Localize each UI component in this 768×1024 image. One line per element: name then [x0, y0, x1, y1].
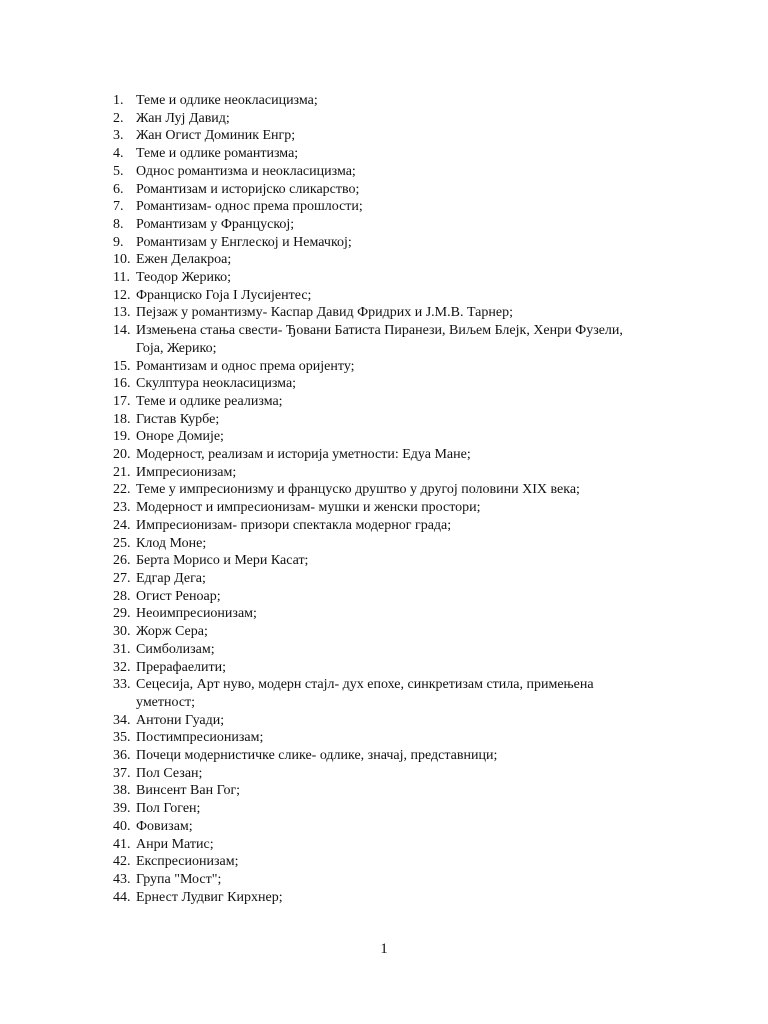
- list-item-number: 22.: [113, 482, 131, 498]
- list-item-number: 37.: [113, 765, 131, 781]
- list-item: [113, 605, 653, 623]
- list-item-number: 1.: [113, 93, 124, 108]
- list-item-number: 13.: [113, 305, 131, 321]
- list-item: [113, 800, 653, 818]
- list-item-text: Постимпресионизам;: [136, 730, 264, 746]
- list-item: [113, 871, 653, 889]
- list-item: [113, 818, 653, 836]
- list-item-text: Фовизам;: [136, 818, 193, 834]
- list-item-text: Жорж Сера;: [136, 624, 208, 640]
- list-item-number: 12.: [113, 287, 131, 303]
- list-item: [113, 889, 653, 907]
- list-item: [113, 552, 653, 570]
- list-item: [113, 375, 653, 393]
- list-item: [113, 428, 653, 446]
- list-item: [113, 782, 653, 800]
- list-item-text: Франциско Гоја I Лусијентес;: [136, 287, 312, 303]
- list-item-number: 23.: [113, 500, 131, 516]
- page-number: 1: [380, 941, 388, 957]
- list-item-number: 36.: [113, 748, 131, 764]
- list-item-text: Теме и одлике реализма;: [136, 393, 283, 409]
- list-item-number: 43.: [113, 871, 131, 887]
- list-item-text: Оноре Домије;: [136, 429, 224, 445]
- list-item-number: 30.: [113, 624, 131, 640]
- list-item: [113, 393, 653, 411]
- list-item: [113, 92, 653, 110]
- list-item: [113, 181, 653, 199]
- list-item-text: Ежен Делакроа;: [136, 252, 232, 268]
- list-item-text: Скулптура неокласицизма;: [136, 376, 297, 392]
- list-item-text: Клод Моне;: [136, 535, 207, 551]
- list-item-number: 44.: [113, 889, 131, 905]
- list-item-text: Пол Гоген;: [136, 801, 201, 817]
- list-item-number: 3.: [113, 128, 124, 144]
- list-item-text: Теодор Жерико;: [136, 270, 231, 286]
- list-item: [113, 588, 653, 606]
- list-item-text: Антони Гуади;: [136, 712, 225, 728]
- list-item: [113, 535, 653, 553]
- list-item-number: 11.: [113, 270, 130, 286]
- list-item-text: Жан Луј Давид;: [136, 110, 230, 126]
- list-item-number: 32.: [113, 659, 131, 675]
- list-item-number: 17.: [113, 393, 131, 409]
- list-item-text: Теме и одлике романтизма;: [136, 146, 299, 162]
- list-item-text: Импресионизам;: [136, 464, 237, 480]
- list-item-number: 20.: [113, 447, 131, 463]
- list-item-text: Модерност, реализам и историја уметности: Едуа Мане;: [136, 447, 471, 463]
- list-item-number: 34.: [113, 712, 131, 728]
- list-item-number: 8.: [113, 216, 124, 232]
- list-item-text: Измењена стања свести- Ђовани Батиста Пиранези, Виљем Блејк, Хенри Фузели, Гоја, Жерико;: [136, 323, 623, 356]
- list-item-number: 41.: [113, 836, 131, 852]
- list-item-text: Прерафаелити;: [136, 659, 227, 675]
- list-item-text: Неоимпресионизам;: [136, 606, 257, 622]
- list-item-number: 10.: [113, 252, 131, 268]
- list-item: [113, 853, 653, 871]
- list-item: [113, 659, 653, 677]
- list-item: [113, 464, 653, 482]
- list-item-text: Романтизам и однос према оријенту;: [136, 358, 355, 374]
- list-item: [113, 499, 653, 517]
- list-item-number: 29.: [113, 606, 131, 622]
- list-item-number: 16.: [113, 376, 131, 392]
- list-item-number: 4.: [113, 146, 124, 162]
- list-item: [113, 234, 653, 252]
- list-item-text: Група "Мост";: [136, 871, 222, 887]
- list-item: [113, 304, 653, 322]
- list-item: [113, 712, 653, 730]
- list-item: [113, 729, 653, 747]
- list-item-text: Модерност и импресионизам- мушки и женски простори;: [136, 500, 481, 516]
- list-item-number: 18.: [113, 411, 131, 427]
- list-item: [113, 163, 653, 181]
- list-item: [113, 836, 653, 854]
- list-item-number: 39.: [113, 801, 131, 817]
- list-item-number: 40.: [113, 818, 131, 834]
- list-item-text: Пол Сезан;: [136, 765, 203, 781]
- list-item-number: 14.: [113, 323, 131, 339]
- list-item-text: Однос романтизма и неокласицизма;: [136, 163, 356, 179]
- list-item: [113, 481, 653, 499]
- list-item-number: 15.: [113, 358, 131, 374]
- list-item-text: Теме и одлике неокласицизма;: [136, 93, 318, 108]
- list-item: [113, 198, 653, 216]
- list-item-number: 26.: [113, 553, 131, 569]
- list-item: [113, 358, 653, 376]
- list-item: [113, 747, 653, 765]
- list-item-number: 38.: [113, 783, 131, 799]
- list-item-text: Винсент Ван Гог;: [136, 783, 241, 799]
- list-item-text: Сецесија, Арт нуво, модерн стајл- дух епохе, синкретизам стила, примењена уметност;: [136, 677, 594, 710]
- list-item-number: 21.: [113, 464, 131, 480]
- list-item-number: 19.: [113, 429, 131, 445]
- list-item-text: Пејзаж у романтизму- Каспар Давид Фридрих и J.M.В. Тарнер;: [136, 305, 513, 321]
- list-item-text: Експресионизам;: [136, 854, 239, 870]
- list-item-text: Теме у импресионизму и француско друштво у другој половини XIX века;: [136, 482, 580, 498]
- list-item: [113, 623, 653, 641]
- list-item: [113, 110, 653, 128]
- list-item: [113, 570, 653, 588]
- list-item-number: 9.: [113, 234, 124, 250]
- list-item: [113, 446, 653, 464]
- list-item-text: Берта Морисо и Мери Касат;: [136, 553, 309, 569]
- list-item-number: 25.: [113, 535, 131, 551]
- list-item-number: 27.: [113, 570, 131, 586]
- list-item-text: Огист Реноар;: [136, 588, 221, 604]
- list-item: [113, 251, 653, 269]
- list-item: [113, 127, 653, 145]
- list-item: [113, 216, 653, 234]
- list-item-number: 24.: [113, 517, 131, 533]
- list-item-text: Романтизам- однос према прошлости;: [136, 199, 363, 215]
- list-item: [113, 322, 653, 357]
- list-item-text: Гистав Курбе;: [136, 411, 220, 427]
- list-item-number: 7.: [113, 199, 124, 215]
- list-item-text: Жан Огист Доминик Енгр;: [136, 128, 296, 144]
- list-item-number: 42.: [113, 854, 131, 870]
- list-item-text: Романтизам и историјско сликарство;: [136, 181, 360, 197]
- list-item: [113, 765, 653, 783]
- list-item: [113, 269, 653, 287]
- list-item-text: Ернест Лудвиг Кирхнер;: [136, 889, 283, 905]
- list-item-number: 33.: [113, 677, 131, 693]
- list-item: [113, 517, 653, 535]
- list-item: [113, 411, 653, 429]
- list-item-number: 5.: [113, 163, 124, 179]
- list-item: [113, 676, 653, 711]
- list-item: [113, 287, 653, 305]
- list-item-number: 28.: [113, 588, 131, 604]
- list-item-number: 6.: [113, 181, 124, 197]
- list-item-text: Почеци модернистичке слике- одлике, значај, представници;: [136, 748, 498, 764]
- list-item-text: Симболизам;: [136, 641, 215, 657]
- list-item-text: Романтизам у Енглеској и Немачкој;: [136, 234, 352, 250]
- topic-list: [113, 92, 653, 906]
- list-item: [113, 145, 653, 163]
- list-item-text: Импресионизам- призори спектакла модерног града;: [136, 517, 452, 533]
- list-item-number: 2.: [113, 110, 124, 126]
- list-item-number: 31.: [113, 641, 131, 657]
- list-item-text: Романтизам у Француској;: [136, 216, 295, 232]
- list-item: [113, 641, 653, 659]
- list-item-text: Едгар Дега;: [136, 570, 206, 586]
- list-item-text: Анри Матис;: [136, 836, 214, 852]
- list-item-number: 35.: [113, 730, 131, 746]
